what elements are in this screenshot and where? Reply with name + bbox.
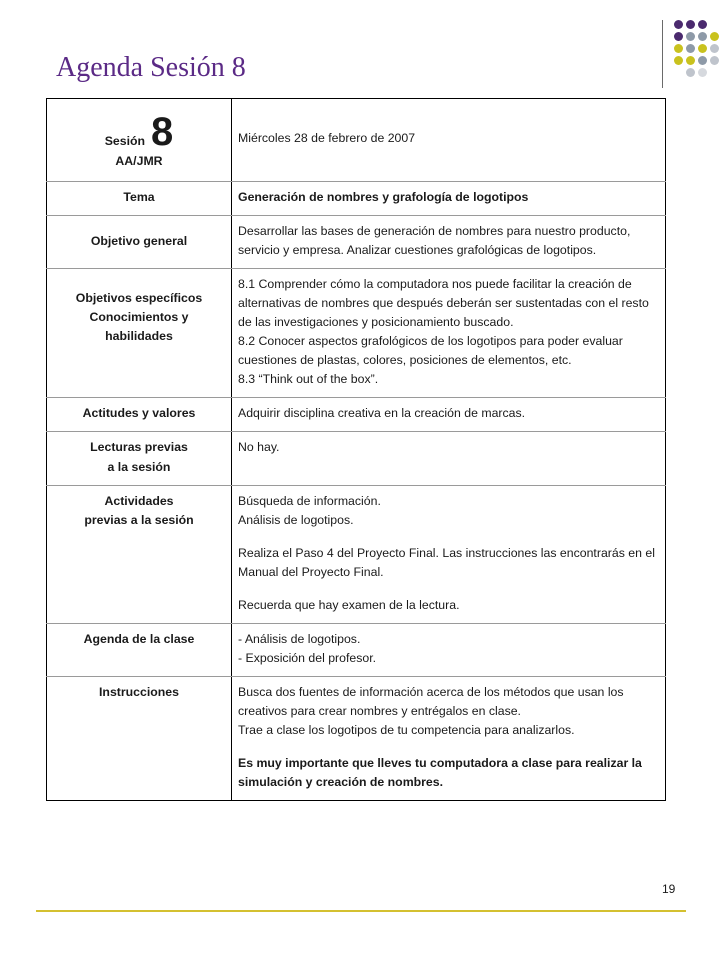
dot [710,56,719,65]
dot [674,20,683,29]
objetivos-especificos-row [47,269,666,398]
instruccion-important: Es muy importante que lleves tu computadora a clase para realizar la simulación y creación de nombres. [238,756,642,790]
dot [698,68,707,77]
objetivos-especificos-label-line: Objetivos específicos [75,291,203,306]
objetivo-item: 8.3 “Think out of the box”. [238,372,379,387]
instrucciones-value [232,676,666,800]
tema-label: Tema [47,182,232,216]
actividades-row [47,485,666,623]
objetivo-general-value: Desarrollar las bases de generación de nombres para nuestro producto, servicio y empresa. Analizar cuestiones grafológicas de logotipos. [232,216,666,269]
agenda-table [46,98,666,801]
actividad-item: Búsqueda de información. [238,493,381,508]
objetivo-general-label: Objetivo general [47,216,232,269]
lecturas-label-line: a la sesión [107,459,171,474]
dot [698,44,707,53]
actividades-label-line: Actividades [104,493,174,508]
instrucciones-row [47,676,666,800]
objetivo-item: 8.2 Conocer aspectos grafológicos de los logotipos para poder evaluar cuestiones de plastas, colores, posiciones de elementos, etc. [238,334,623,368]
objetivos-especificos-value [232,269,666,398]
lecturas-value: No hay. [232,432,666,485]
agenda-item: - Exposición del profesor. [238,650,377,665]
agenda-item: - Análisis de logotipos. [238,631,361,646]
header-divider [662,20,663,88]
session-cell [47,99,232,182]
lecturas-row [47,432,666,485]
dot [686,68,695,77]
dot [686,56,695,65]
dot [686,20,695,29]
actitudes-label: Actitudes y valores [47,398,232,432]
session-heading [53,110,225,155]
dot [686,44,695,53]
dot [698,56,707,65]
tema-row [47,182,666,216]
footer-rule [36,910,686,912]
decorative-dot-grid [670,18,720,78]
actividades-value [232,485,666,623]
session-label: Sesión [104,134,146,149]
agenda-clase-row [47,623,666,676]
actitudes-row [47,398,666,432]
actividad-item: Análisis de logotipos. [238,512,354,527]
objetivos-especificos-label-line: Conocimientos y [89,310,189,325]
page-title: Agenda Sesión 8 [56,52,246,83]
instruccion-item: Busca dos fuentes de información acerca de los métodos que usan los creativos para crear nombres y entrégalos en clase. [238,684,624,718]
dot [674,32,683,41]
session-date: Miércoles 28 de febrero de 2007 [232,99,666,182]
actitudes-value: Adquirir disciplina creativa en la creación de marcas. [232,398,666,432]
dot [674,56,683,65]
actividades-label [47,485,232,623]
actividad-item: Realiza el Paso 4 del Proyecto Final. Las instrucciones las encontrarás en el Manual del Proyecto Final. [238,545,655,579]
objetivo-item: 8.1 Comprender cómo la computadora nos puede facilitar la creación de alternativas de nombres que después deberán ser sustentadas con el resto de las investigaciones y posicionamiento buscado. [238,277,649,330]
dot [686,32,695,41]
objetivos-especificos-label [47,269,232,398]
session-row [47,99,666,182]
dot [710,32,719,41]
session-code: AA/JMR [115,154,163,169]
lecturas-label-line: Lecturas previas [90,440,188,455]
page-number: 19 [662,882,676,896]
instruccion-item: Trae a clase los logotipos de tu competencia para analizarlos. [238,722,575,737]
dot [674,44,683,53]
agenda-clase-value [232,623,666,676]
tema-value: Generación de nombres y grafología de logotipos [232,182,666,216]
lecturas-label [47,432,232,485]
actividad-item: Recuerda que hay examen de la lectura. [238,597,460,612]
objetivos-especificos-label-line: habilidades [105,329,173,344]
dot [710,44,719,53]
dot [698,20,707,29]
session-number: 8 [151,110,174,155]
objetivo-general-row [47,216,666,269]
instrucciones-label: Instrucciones [47,676,232,800]
actividades-label-line: previas a la sesión [84,512,194,527]
dot [698,32,707,41]
agenda-clase-label: Agenda de la clase [47,623,232,676]
